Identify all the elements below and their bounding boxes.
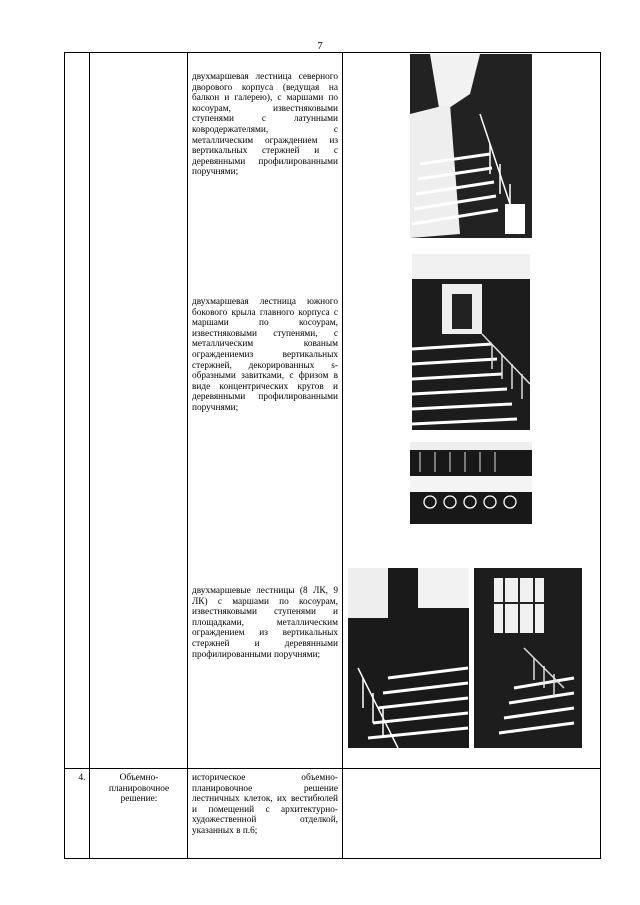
stair-description-8-9-lk: двухмаршевые лестницы (8 ЛК, 9 ЛК) с маршами по косоурам, известняковыми ступенями и площадками, металлическим ограждением из вертикальных стержней и деревянными профилированными поручнями; (192, 586, 338, 660)
table-border-right (600, 52, 601, 859)
table-column-divider-1 (89, 52, 90, 859)
stair-photo-8lk (348, 568, 469, 748)
stair-photo-north (410, 54, 532, 238)
stair-photo-9lk (474, 568, 582, 748)
page-number: 7 (317, 40, 323, 52)
table-column-divider-3 (342, 52, 343, 859)
stair-description-south: двухмаршевая лестница южного бокового крыла главного корпуса с маршами по косоурам, известняковыми ступенями, с металлическим кованым ограждениемиз вертикальных стержней, декорированных s-образными завитками, с фризом в виде концентрических кругов и деревянными профилированными поручнями; (192, 297, 338, 413)
table-border-left (64, 52, 65, 859)
stair-description-north: двухмаршевая лестница северного дворового корпуса (ведущая на балкон и галерею), с маршами по косоурам, известняковыми ступенями с латунными ковродержателями, с металлическим ограждением из вертикальных стержней и с деревянными профилированными поручнями; (192, 72, 338, 178)
stair-photo-south (412, 254, 530, 430)
table-column-divider-2 (187, 52, 188, 859)
section-number: 4. (78, 773, 86, 783)
stair-photo-detail (410, 442, 532, 524)
table-border-top (64, 52, 601, 53)
table-row-divider (64, 768, 601, 769)
table-border-bottom (64, 858, 601, 859)
section-name: Объемно-планировочное решение: (108, 773, 170, 805)
section-description: историческое объемно-планировочное решение лестничных клеток, их вестибюлей и помещений с архитектурно-художественной отделкой, указанных в п.6; (192, 773, 338, 836)
